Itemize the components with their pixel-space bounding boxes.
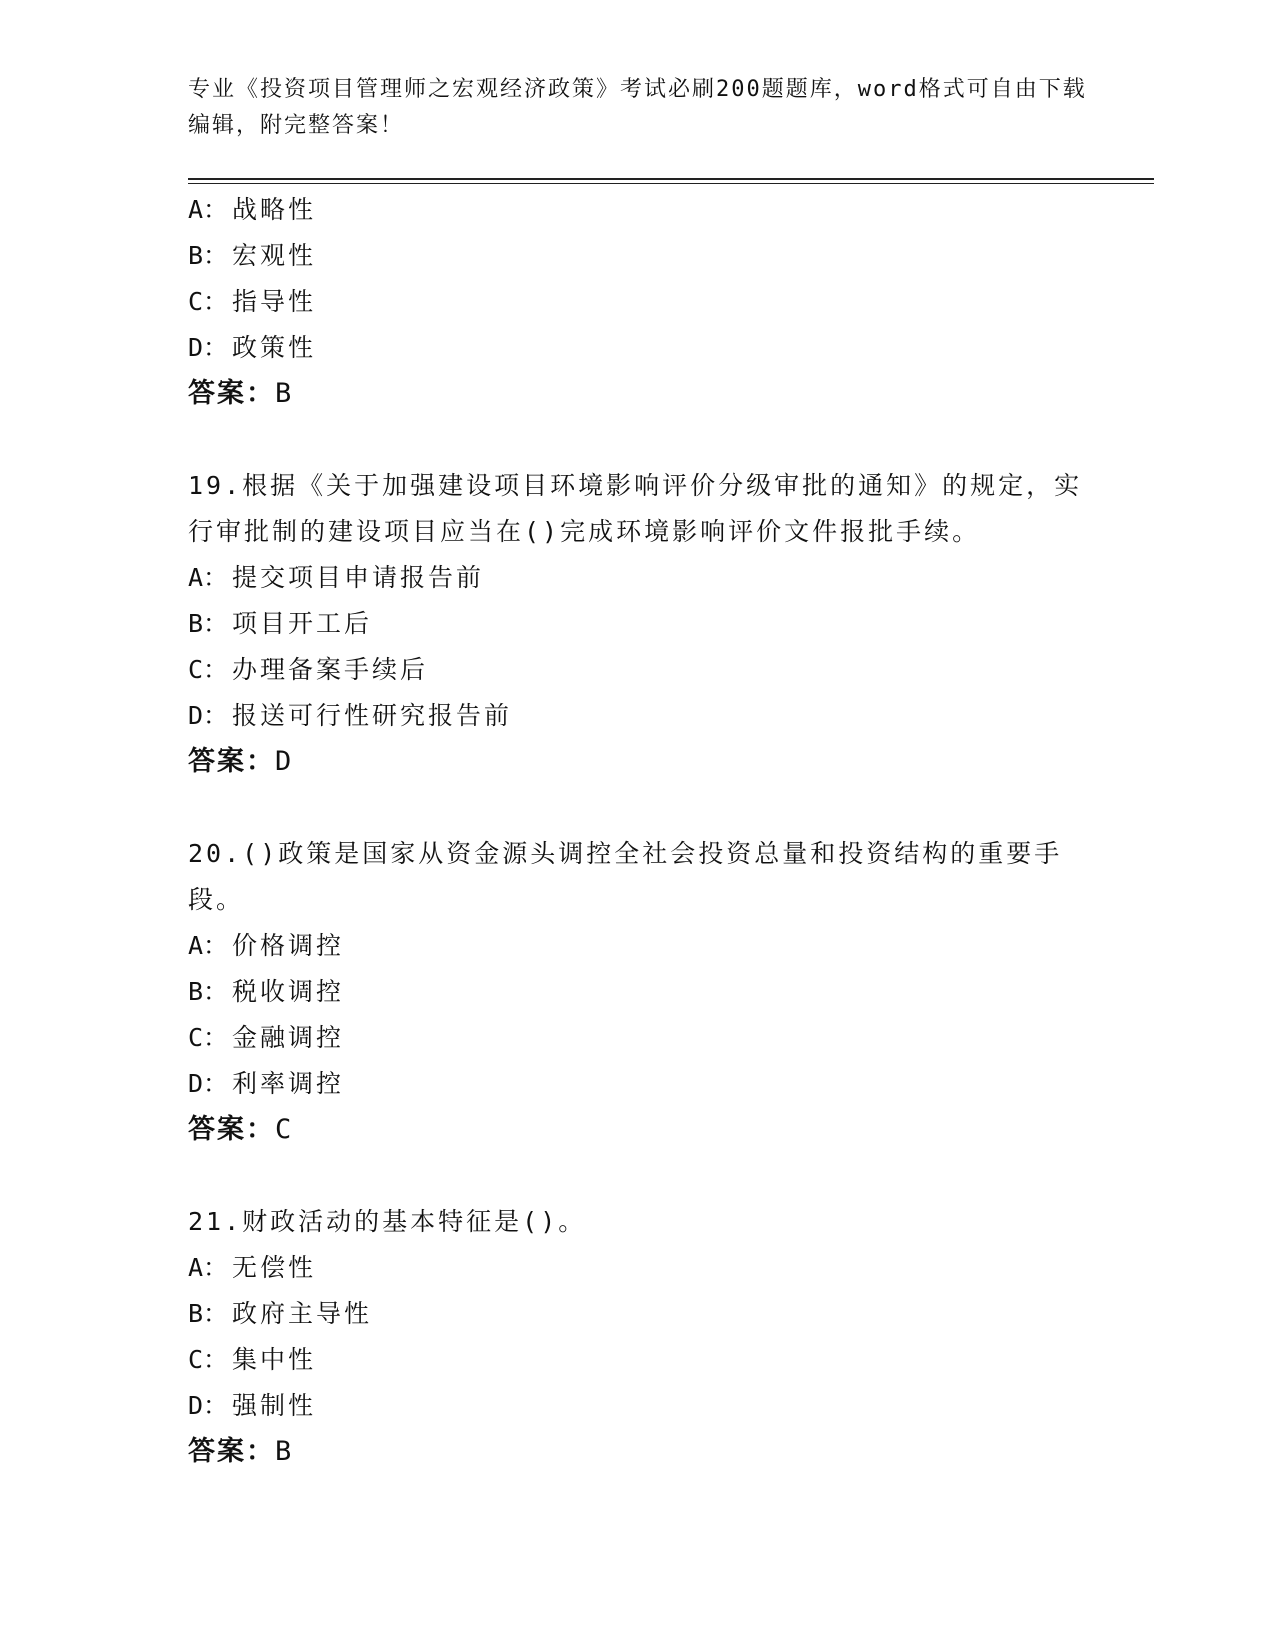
answer-line [188,739,1088,785]
option-key: D： [188,701,229,730]
option-text: 报送可行性研究报告前 [232,701,513,730]
answer-label: 答案： [188,746,275,777]
question-stem [188,831,1088,923]
option-key: C： [188,287,229,316]
option-key: B： [188,977,229,1006]
question-list [188,187,1088,1475]
option-key: A： [188,1253,229,1282]
option-a [188,923,1088,969]
answer-value: B [275,378,293,409]
answer-line [188,1429,1088,1475]
option-a [188,555,1088,601]
answer-label: 答案： [188,378,275,409]
option-key: B： [188,609,229,638]
option-key: A： [188,195,229,224]
option-c [188,1015,1088,1061]
answer-line [188,1107,1088,1153]
option-b [188,233,1088,279]
option-key: D： [188,1391,229,1420]
option-a [188,187,1088,233]
question-block-continued [188,187,1088,417]
option-key: D： [188,333,229,362]
question-text: 财政活动的基本特征是()。 [242,1207,587,1236]
option-b [188,1291,1088,1337]
question-number: 20. [188,839,243,868]
answer-line [188,371,1088,417]
option-d [188,693,1088,739]
option-d [188,1383,1088,1429]
question-block-19 [188,463,1088,785]
option-text: 政策性 [232,333,317,362]
answer-label: 答案： [188,1114,275,1145]
option-d [188,1061,1088,1107]
option-text: 指导性 [232,287,317,316]
option-text: 项目开工后 [232,609,373,638]
document-header: 专业《投资项目管理师之宏观经济政策》考试必刷200题题库，word格式可自由下载编辑，附完整答案！ [188,77,1087,138]
option-d [188,325,1088,371]
option-text: 宏观性 [232,241,317,270]
answer-value: C [275,1114,293,1145]
answer-value: B [275,1436,293,1467]
question-number: 21. [188,1207,243,1236]
header-divider-thin [188,183,1154,184]
question-number: 19. [188,471,243,500]
option-c [188,1337,1088,1383]
spacer [188,1153,1088,1199]
question-block-20 [188,831,1088,1153]
answer-label: 答案： [188,1436,275,1467]
option-text: 金融调控 [232,1023,345,1052]
option-b [188,969,1088,1015]
spacer [188,785,1088,831]
question-text: 根据《关于加强建设项目环境影响评价分级审批的通知》的规定，实行审批制的建设项目应当在()完成环境影响评价文件报批手续。 [188,471,1083,546]
option-b [188,601,1088,647]
option-key: B： [188,1299,229,1328]
option-key: A： [188,563,229,592]
option-text: 价格调控 [232,931,345,960]
option-text: 强制性 [232,1391,317,1420]
option-text: 办理备案手续后 [232,655,429,684]
header-divider-thick [188,178,1154,180]
option-text: 政府主导性 [232,1299,373,1328]
option-text: 提交项目申请报告前 [232,563,485,592]
spacer [188,417,1088,463]
option-key: C： [188,1345,229,1374]
question-text: ()政策是国家从资金源头调控全社会投资总量和投资结构的重要手段。 [188,839,1063,914]
option-text: 无偿性 [232,1253,317,1282]
option-key: C： [188,1023,229,1052]
option-text: 税收调控 [232,977,345,1006]
question-stem [188,463,1088,555]
option-key: A： [188,931,229,960]
option-text: 集中性 [232,1345,317,1374]
option-key: D： [188,1069,229,1098]
option-key: C： [188,655,229,684]
option-c [188,279,1088,325]
option-key: B： [188,241,229,270]
option-c [188,647,1088,693]
answer-value: D [275,746,293,777]
option-text: 战略性 [232,195,317,224]
option-text: 利率调控 [232,1069,345,1098]
question-stem [188,1199,1088,1245]
option-a [188,1245,1088,1291]
question-block-21 [188,1199,1088,1475]
